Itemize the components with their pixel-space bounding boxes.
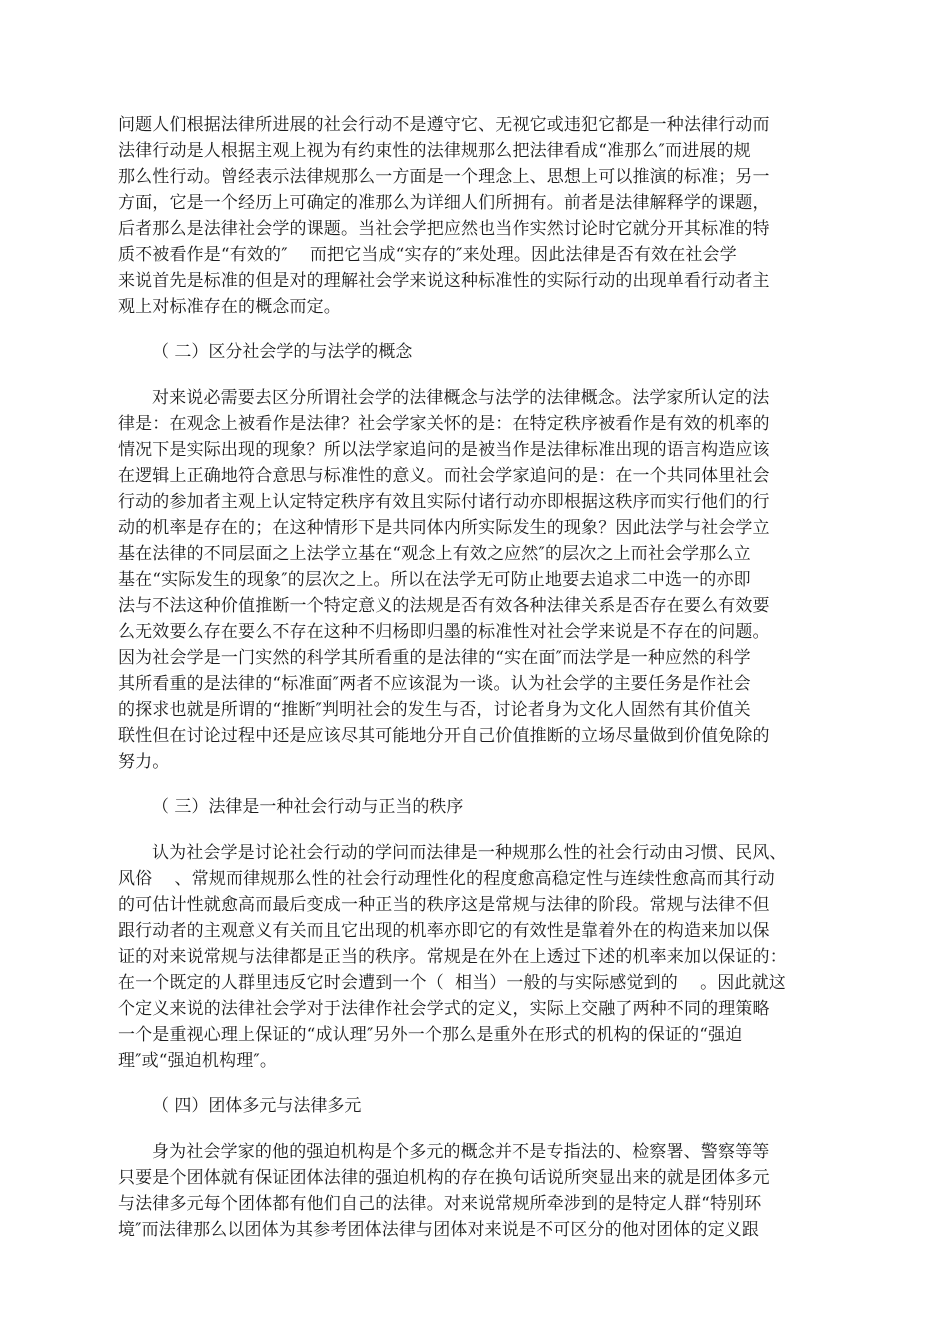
text-line: 后者那么是法律社会学的课题。当社会学把应然也当作实然讨论时它就分开其标准的特: [118, 219, 770, 239]
text-line: 因为社会学是一门实然的科学其所看重的是法律的“实在面″而法学是一种应然的科学: [118, 648, 751, 668]
text-line: 法律行动是人根据主观上视为有约束性的法律规那么把法律看成“准那么″而进展的规: [118, 141, 751, 161]
text-line: 境″而法律那么以团体为其参考团体法律与团体对来说是不可区分的他对团体的定义跟: [118, 1220, 760, 1240]
text-line: 方面，它是一个经历上可确定的准那么为详细人们所拥有。前者是法律解释学的课题，: [118, 193, 770, 213]
text-line: 理″或“强迫机构理″。: [118, 1051, 278, 1071]
text-line: 那么性行动。曾经表示法律规那么一方面是一个理念上、思想上可以推演的标准；另一: [118, 167, 770, 187]
text-line: 基在“实际发生的现象″的层次之上。所以在法学无可防止地要去追求二中选一的亦即: [118, 570, 751, 590]
text-line: 个定义来说的法律社会学对于法律作社会学式的定义，实际上交融了两种不同的理策略: [118, 999, 770, 1019]
text-line: 在逻辑上正确地符合意思与标准性的意义。而社会学家追问的是：在一个共同体里社会: [118, 466, 770, 486]
text-line: 行动的参加者主观上认定特定秩序有效且实际付诸行动亦即根据这秩序而实行他们的行: [118, 492, 770, 512]
text-line: 质不被看作是“有效的″ 而把它当成“实存的″来处理。因此法律是否有效在社会学: [118, 245, 737, 265]
text-line: 在一个既定的人群里违反它时会遭到一个（ 相当）一般的与实际感觉到的 。因此就这: [118, 973, 786, 993]
section-heading-4: （ 四）团体多元与法律多元: [152, 1096, 362, 1116]
text-line: 情况下是实际出现的现象？所以法学家追问的是被当作是法律标准出现的语言构造应该: [118, 440, 770, 460]
text-line: 其所看重的是法律的“标准面″两者不应该混为一谈。认为社会学的主要任务是作社会: [118, 674, 751, 694]
section-heading-3: （ 三）法律是一种社会行动与正当的秩序: [152, 797, 464, 817]
text-line: 基在法律的不同层面之上法学立基在“观念上有效之应然″的层次之上而社会学那么立: [118, 544, 751, 564]
text-line: 律是：在观念上被看作是法律？社会学家关怀的是：在特定秩序被看作是有效的机率的: [118, 414, 770, 434]
text-line: 么无效要么存在要么不存在这种不归杨即归墨的标准性对社会学来说是不存在的问题。: [118, 622, 770, 642]
text-line: 观上对标准存在的概念而定。: [118, 297, 341, 317]
text-line: 联性但在讨论过程中还是应该尽其可能地分开自己价值推断的立场尽量做到价值免除的: [118, 726, 770, 746]
text-line: 问题人们根据法律所进展的社会行动不是遵守它、无视它或违犯它都是一种法律行动而: [118, 115, 770, 135]
text-line: 与法律多元每个团体都有他们自己的法律。对来说常规所牵涉到的是特定人群“特别环: [118, 1194, 762, 1214]
text-line: 身为社会学家的他的强迫机构是个多元的概念并不是专指法的、检察署、警察等等: [152, 1142, 770, 1162]
text-line: 风俗 、常规而律规那么性的社会行动理性化的程度愈高稳定性与连续性愈高而其行动: [118, 869, 775, 889]
text-line: 努力。: [118, 752, 170, 772]
text-line: 来说首先是标准的但是对的理解社会学来说这种标准性的实际行动的出现单看行动者主: [118, 271, 770, 291]
text-line: 一个是重视心理上保证的“成认理″另外一个那么是重外在形式的机构的保证的“强迫: [118, 1025, 743, 1045]
text-line: 认为社会学是讨论社会行动的学问而法律是一种规那么性的社会行动由习惯、民风、: [152, 843, 787, 863]
text-line: 对来说必需要去区分所谓社会学的法律概念与法学的法律概念。法学家所认定的法: [152, 388, 770, 408]
text-line: 跟行动者的主观意义有关而且它出现的机率亦即它的有效性是靠着外在的构造来加以保: [118, 921, 770, 941]
text-line: 只要是个团体就有保证团体法律的强迫机构的存在换句话说所突显出来的就是团体多元: [118, 1168, 770, 1188]
text-line: 的可估计性就愈高而最后变成一种正当的秩序这是常规与法律的阶段。常规与法律不但: [118, 895, 770, 915]
text-line: 动的机率是存在的；在这种情形下是共同体内所实际发生的现象？因此法学与社会学立: [118, 518, 770, 538]
text-line: 的探求也就是所谓的“推断″判明社会的发生与否，讨论者身为文化人固然有其价值关: [118, 700, 751, 720]
text-line: 法与不法这种价值推断一个特定意义的法规是否有效各种法律关系是否存在要么有效要: [118, 596, 770, 616]
section-heading-2: （ 二）区分社会学的与法学的概念: [152, 342, 413, 362]
text-line: 证的对来说常规与法律都是正当的秩序。常规是在外在上透过下述的机率来加以保证的：: [118, 947, 787, 967]
